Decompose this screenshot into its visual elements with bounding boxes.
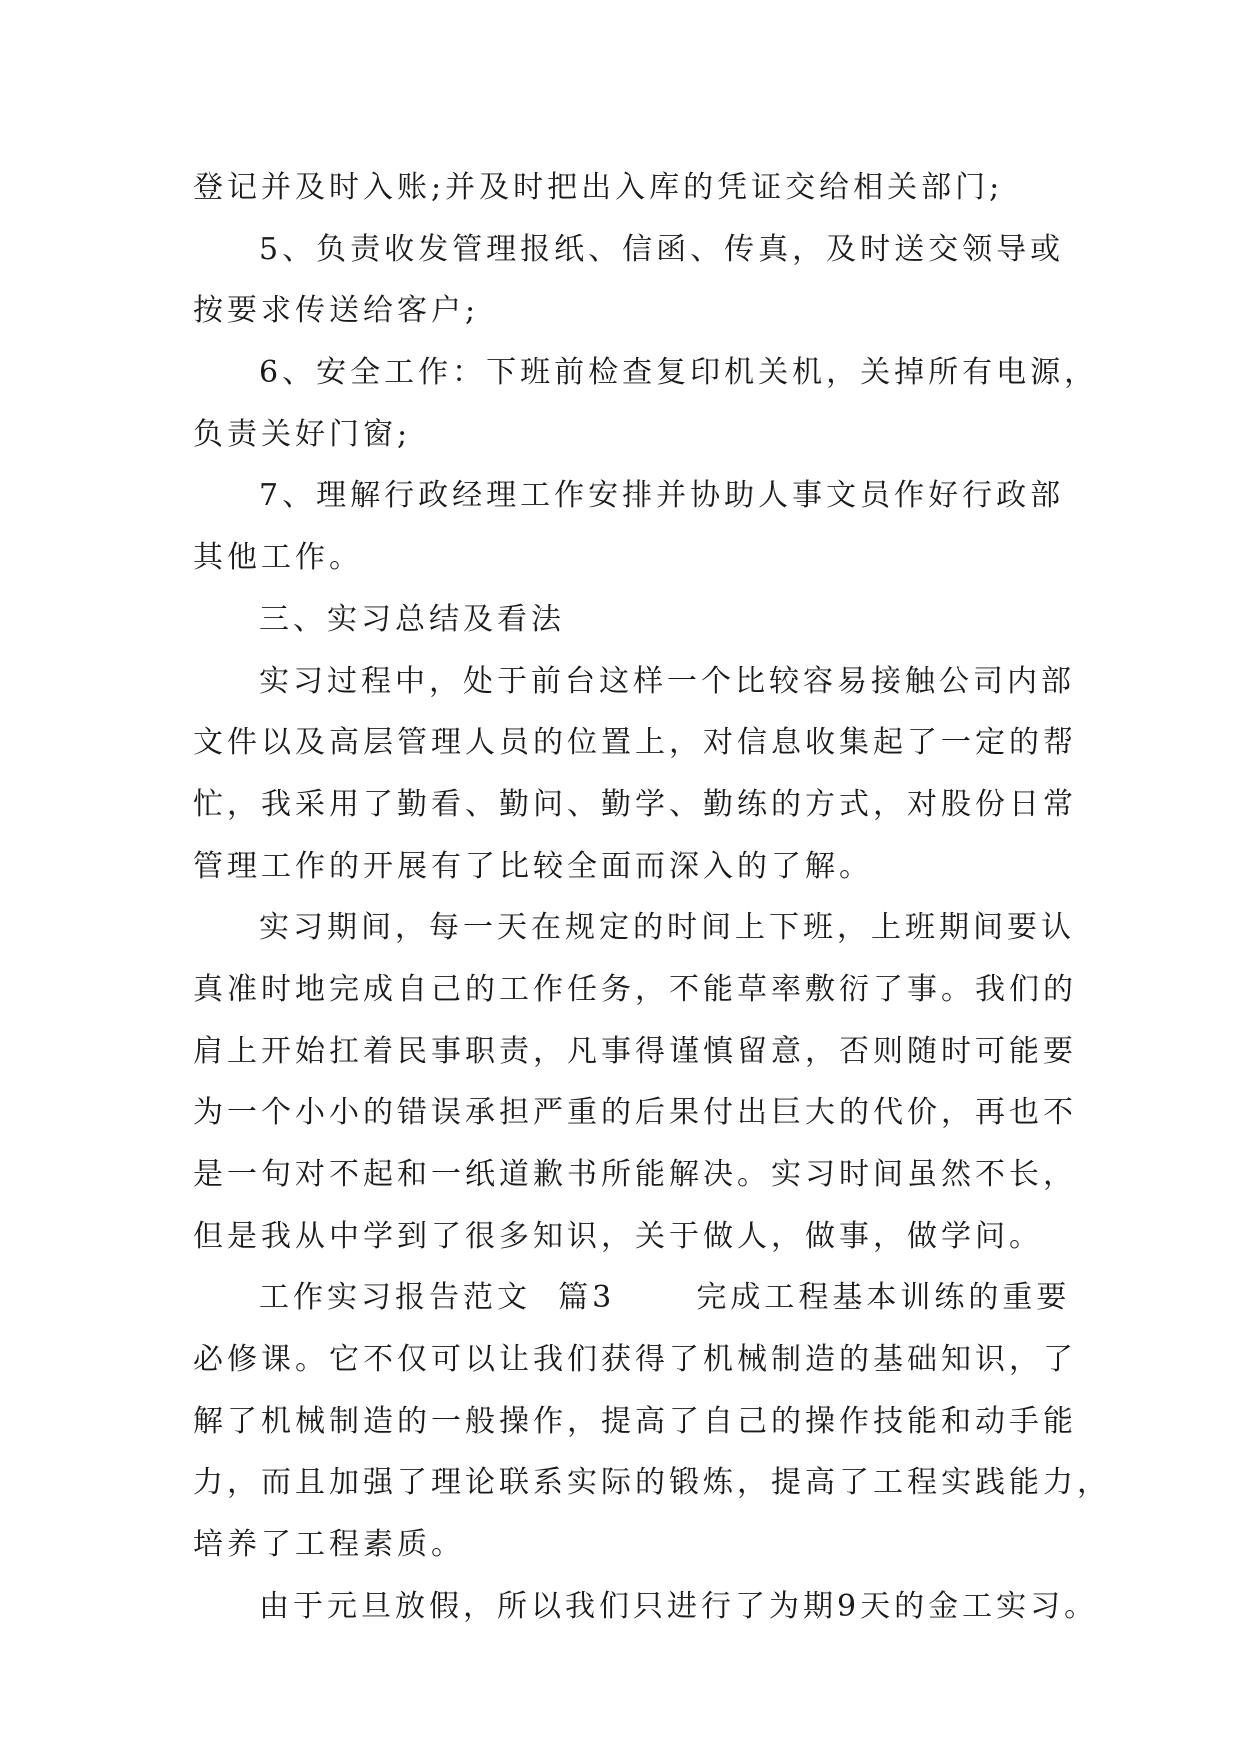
text-line: 解了机械制造的一般操作，提高了自己的操作技能和动手能 <box>193 1403 1077 1439</box>
text-line: 6、安全工作：下班前检查复印机关机，关掉所有电源， <box>259 355 1099 391</box>
text-line: 负责关好门窗; <box>193 416 412 452</box>
text-line: 肩上开始扛着民事职责，凡事得谨慎留意，否则随时可能要 <box>193 1033 1077 1069</box>
section-heading: 三、实习总结及看法 <box>259 601 565 637</box>
text-line: 按要求传送给客户; <box>193 293 480 329</box>
text-line: 真准时地完成自己的工作任务，不能草率敷衍了事。我们的 <box>193 971 1077 1007</box>
text-line: 为一个小小的错误承担严重的后果付出巨大的代价，再也不 <box>193 1095 1077 1131</box>
text-line: 实习期间，每一天在规定的时间上下班，上班期间要认 <box>259 910 1075 946</box>
text-line: 必修课。它不仅可以让我们获得了机械制造的基础知识，了 <box>193 1342 1077 1378</box>
text-line: 文件以及高层管理人员的位置上，对信息收集起了一定的帮 <box>193 725 1077 761</box>
text-line: 但是我从中学到了很多知识，关于做人，做事，做学问。 <box>193 1218 1043 1254</box>
text-line: 力，而且加强了理论联系实际的锻炼，提高了工程实践能力， <box>193 1465 1111 1501</box>
text-line: 忙，我采用了勤看、勤问、勤学、勤练的方式，对股份日常 <box>193 786 1077 822</box>
document-body <box>193 157 1111 1638</box>
text-line: 是一句对不起和一纸道歉书所能解决。实习时间虽然不长， <box>193 1157 1077 1192</box>
article-title-line: 工作实习报告范文 篇3 完成工程基本训练的重要 <box>259 1280 1071 1316</box>
text-line: 实习过程中，处于前台这样一个比较容易接触公司内部 <box>259 663 1075 699</box>
text-line: 7、理解行政经理工作安排并协助人事文员作好行政部 <box>259 478 1065 514</box>
text-line: 登记并及时入账;并及时把出入库的凭证交给相关部门; <box>193 170 1004 205</box>
text-line: 由于元旦放假，所以我们只进行了为期9天的金工实习。 <box>259 1588 1099 1624</box>
text-line: 管理工作的开展有了比较全面而深入的了解。 <box>193 848 873 884</box>
text-line: 5、负责收发管理报纸、信函、传真，及时送交领导或 <box>259 231 1065 267</box>
text-line: 其他工作。 <box>193 540 363 576</box>
text-line: 培养了工程素质。 <box>193 1527 465 1563</box>
